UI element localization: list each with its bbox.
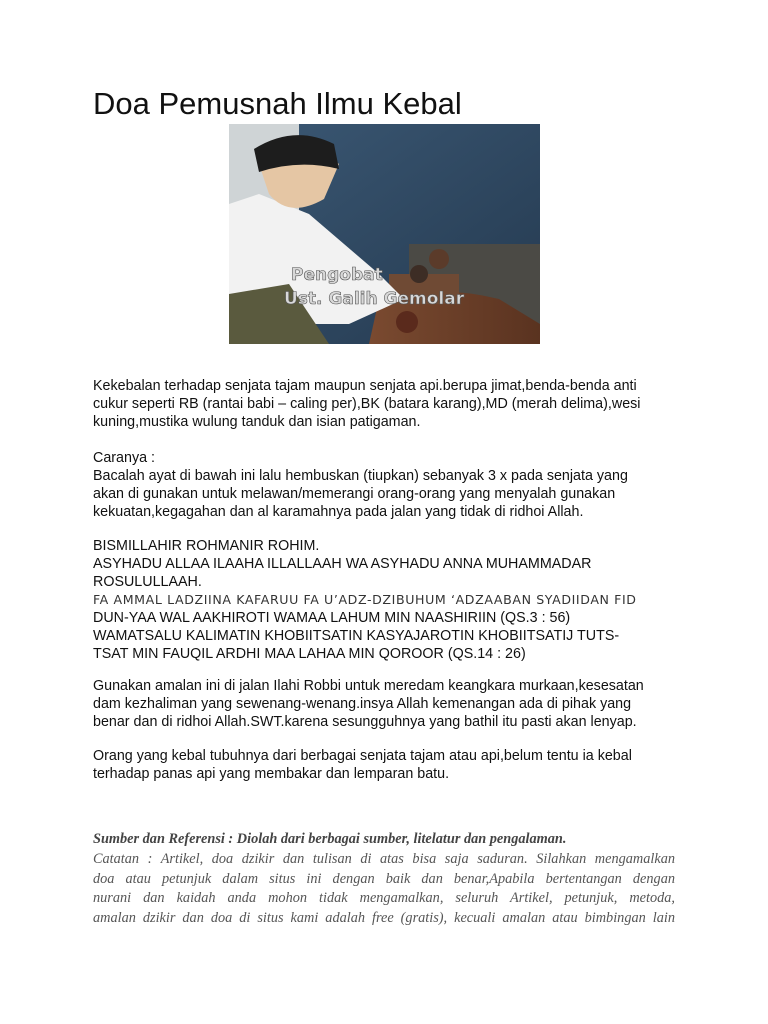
caranya-section [93, 449, 683, 521]
prayer-line: ASYHADU ALLAA ILAAHA ILLALLAAH WA ASYHADU ANNA MUHAMMADAR [93, 556, 592, 572]
caranya-heading: Caranya : [93, 450, 155, 466]
source-note-section [93, 830, 675, 929]
kebal-line: terhadap panas api yang membakar dan lemparan batu. [93, 766, 450, 782]
note-line: doa atau petunjuk dalam situs ini dengan baik dan benar,Apabila bertentangan dengan [93, 870, 675, 887]
source-line: Sumber dan Referensi : Diolah dari berbagai sumber, litelatur dan pengalaman. [93, 831, 567, 847]
prayer-line: BISMILLAHIR ROHMANIR ROHIM. [93, 538, 320, 554]
prayer-line: TSAT MIN FAUQIL ARDHI MAA LAHAA MIN QOROOR (QS.14 : 26) [93, 646, 526, 662]
note-line: Catatan : Artikel, doa dzikir dan tulisan di atas bisa saja saduran. Silahkan mengamalkan [93, 850, 675, 867]
caranya-line: akan di gunakan untuk melawan/memerangi orang-orang yang menyalah gunakan [93, 486, 616, 502]
prayer-section [93, 537, 683, 663]
amalan-paragraph [93, 677, 683, 731]
caranya-line: Bacalah ayat di bawah ini lalu hembuskan (tiupkan) sebanyak 3 x pada senjata yang [93, 468, 628, 484]
amalan-line: dam kezhaliman yang sewenang-wenang.insya Allah kemenangan ada di pihak yang [93, 696, 632, 712]
prayer-line: ROSULULLAAH. [93, 574, 202, 590]
intro-line: kuning,mustika wulung tanduk dan isian patigaman. [93, 414, 421, 430]
amalan-line: benar dan di ridhoi Allah.SWT.karena sesungguhnya yang bathil itu pasti akan lenyap. [93, 714, 637, 730]
intro-line: cukur seperti RB (rantai babi – caling per),BK (batara karang),MD (merah delima),wesi [93, 396, 641, 412]
amalan-line: Gunakan amalan ini di jalan Ilahi Robbi untuk meredam keangkara murkaan,kesesatan [93, 678, 644, 694]
note-line: nurani dan kaidah anda mohon tidak mengamalkan, seluruh Artikel, petunjuk, metoda, [93, 890, 675, 907]
photo-caption-line-2: Ust. Galih Gemolar [284, 289, 465, 309]
page-title: Doa Pemusnah Ilmu Kebal [93, 86, 462, 121]
prayer-line: DUN-YAA WAL AAKHIROTI WAMAA LAHUM MIN NAASHIRIIN (QS.3 : 56) [93, 610, 571, 626]
note-line: amalan dzikir dan doa di situs kami adalah free (gratis), kecuali amalan atau bimbingan lain [93, 910, 675, 927]
intro-line: Kekebalan terhadap senjata tajam maupun senjata api.berupa jimat,benda-benda anti [93, 378, 637, 394]
kebal-paragraph [93, 747, 683, 783]
kebal-line: Orang yang kebal tubuhnya dari berbagai senjata tajam atau api,belum tentu ia kebal [93, 748, 632, 764]
caranya-line: kekuatan,kegagahan dan al karamahnya pada jalan yang tidak di ridhoi Allah. [93, 504, 584, 520]
intro-paragraph [93, 377, 683, 431]
treatment-photo [229, 124, 540, 344]
photo-caption-line-1: Pengobat [291, 265, 383, 285]
prayer-line: FA AMMAL LADZIINA KAFARUU FA U’ADZ-DZIBUHUM ‘ADZAABAN SYADIIDAN FID [93, 592, 637, 607]
prayer-line: WAMATSALU KALIMATIN KHOBIITSATIN KASYAJAROTIN KHOBIITSATIJ TUTS- [93, 628, 620, 644]
